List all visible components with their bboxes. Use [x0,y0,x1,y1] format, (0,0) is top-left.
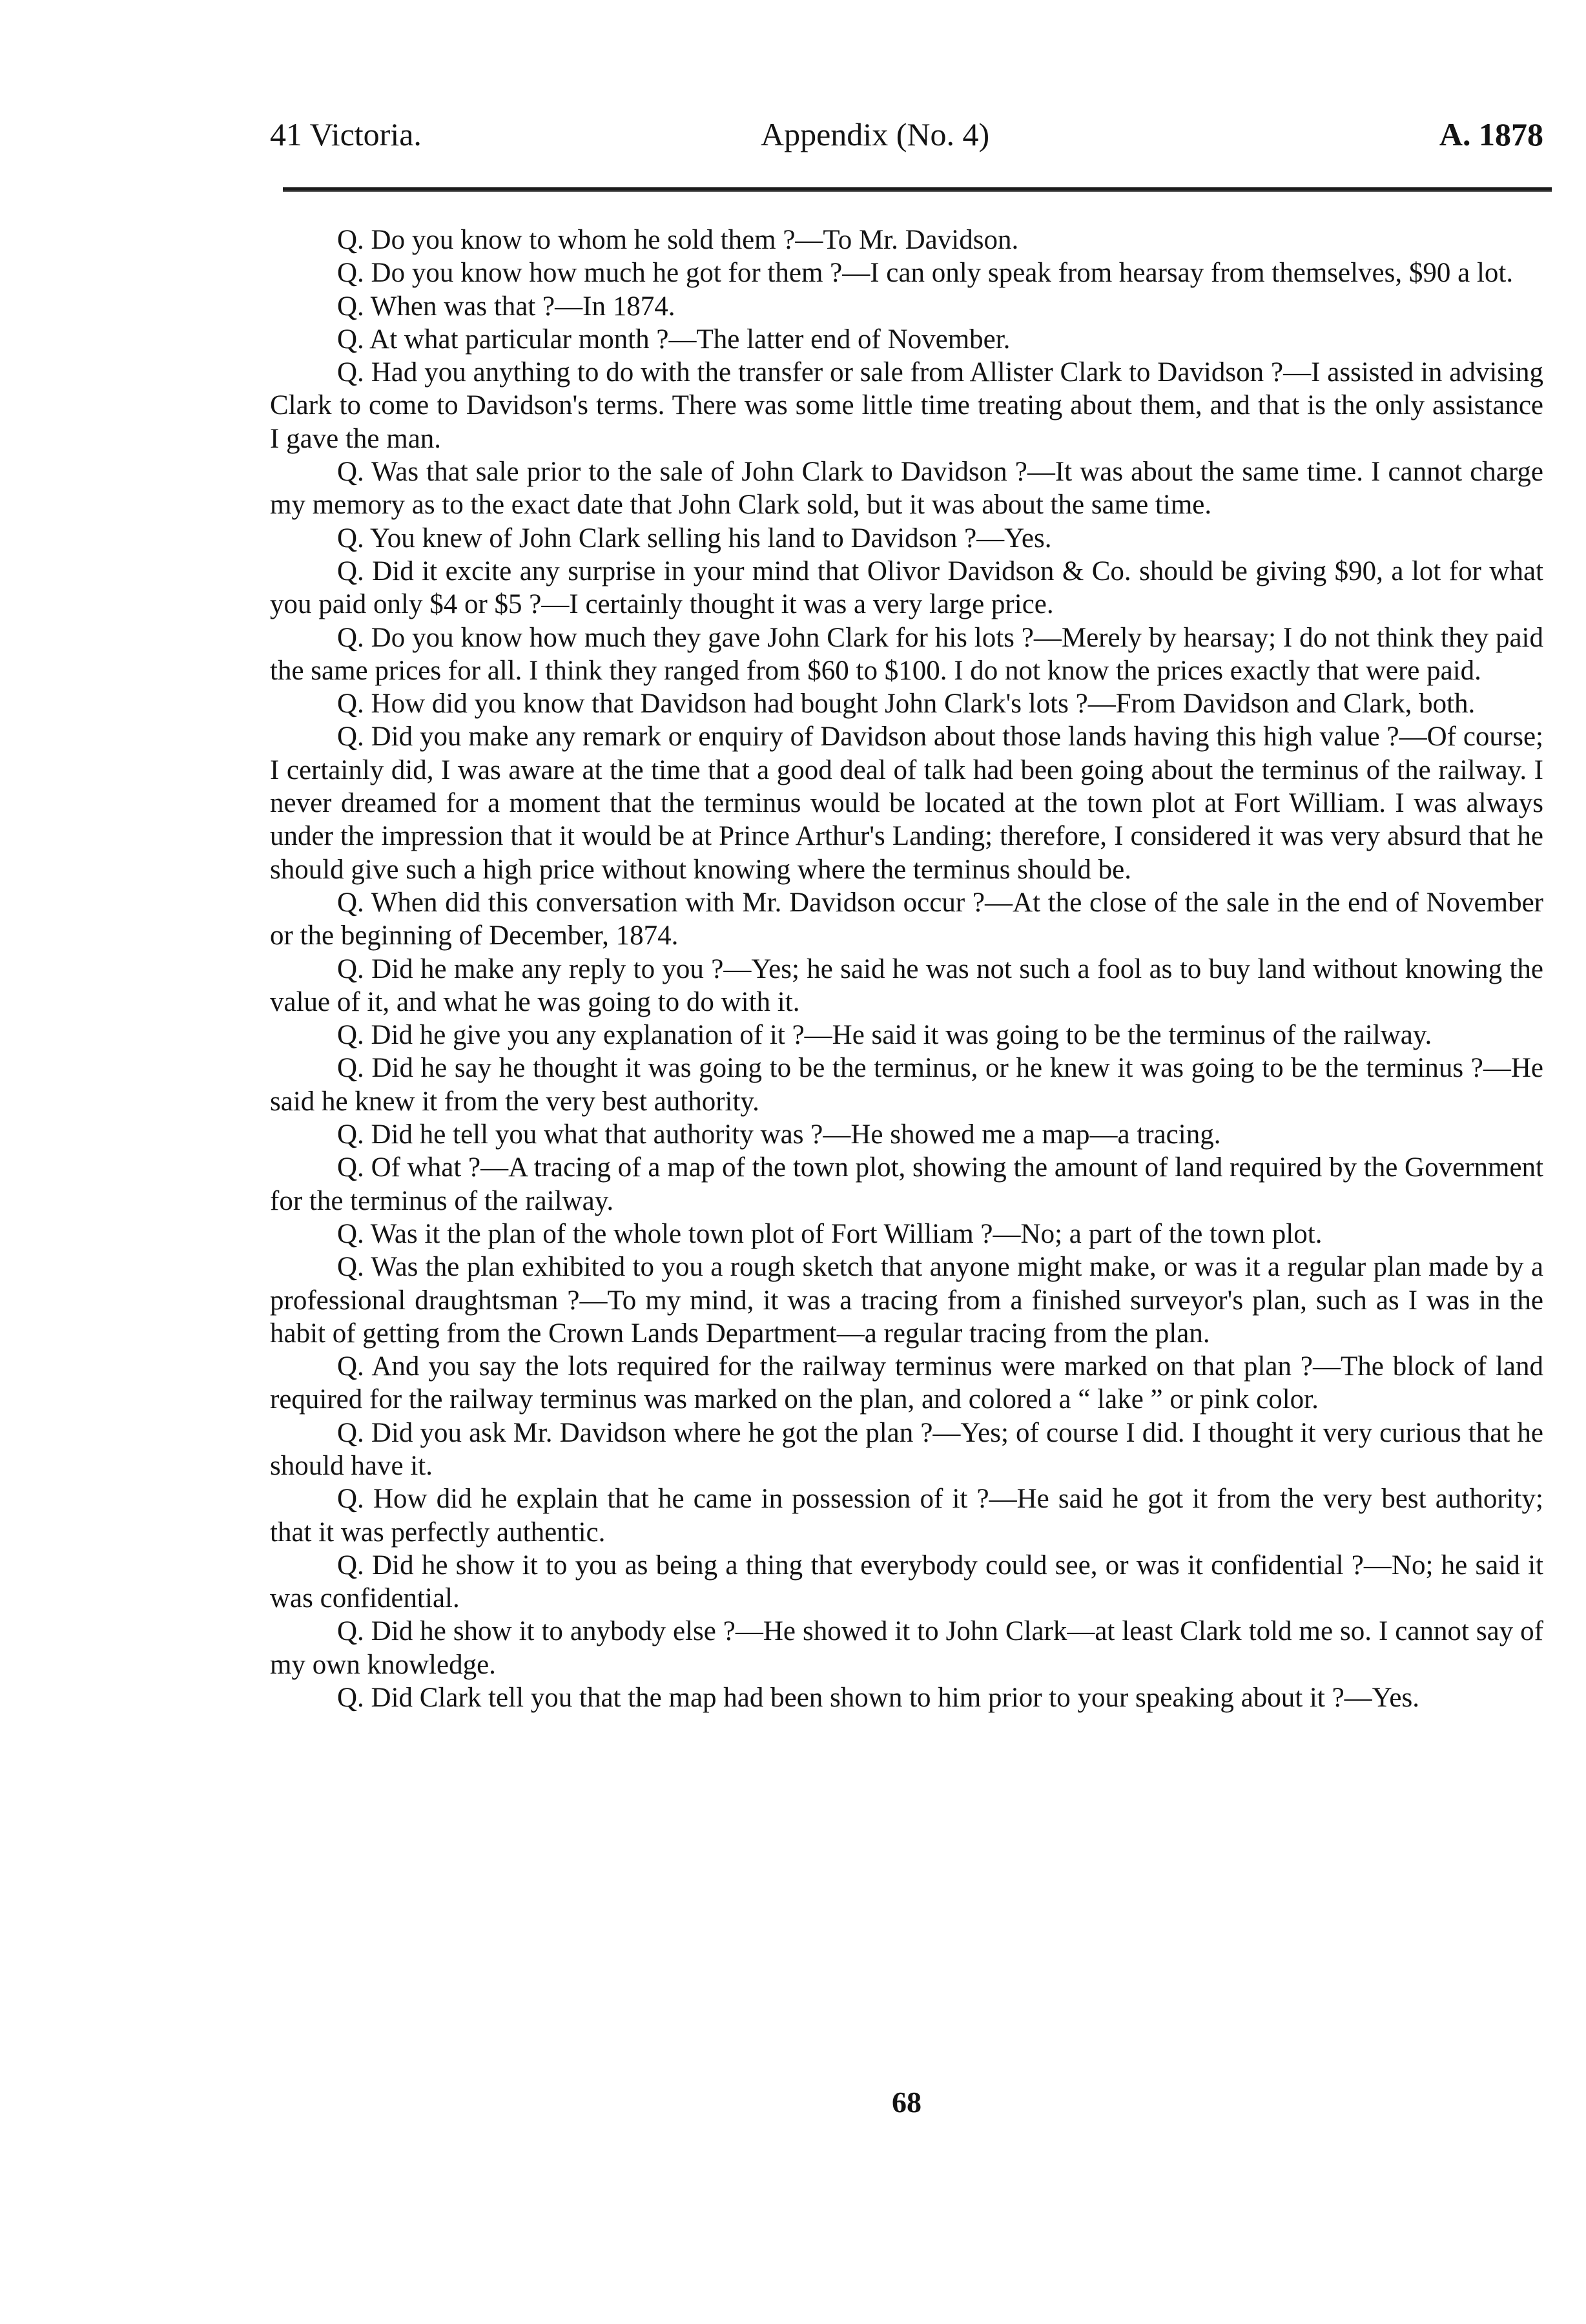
paragraph: Q. Had you anything to do with the transfer or sale from Allister Clark to Davidson ?—I assisted in advising Clark to come to Davidson's terms. There was some little time treating about them, and that is the only assistance I gave the man. [270,357,1543,454]
paragraph: Q. Was it the plan of the whole town plot of Fort William ?—No; a part of the town plot. [337,1218,1323,1249]
paragraph: Q. How did you know that Davidson had bought John Clark's lots ?—From Davidson and Clark, both. [337,689,1476,720]
paragraph: Q. Did he show it to you as being a thing that everybody could see, or was it confidential ?—No; he said it was confidential. [270,1550,1543,1614]
paragraph: Q. You knew of John Clark selling his land to Davidson ?—Yes. [337,523,1052,554]
paragraph: Q. When did this conversation with Mr. Davidson occur ?—At the close of the sale in the end of November or the beginning of December, 1874. [270,887,1543,951]
paragraph: Q. Did he give you any explanation of it ?—He said it was going to be the terminus of the railway. [337,1020,1432,1051]
paragraph: Q. Do you know how much he got for them ?—I can only speak from hearsay from themselves, $90 a lot. [337,258,1514,289]
testimony-body [270,223,1543,1714]
document-page [270,0,1543,2324]
paragraph: Q. Do you know to whom he sold them ?—To Mr. Davidson. [337,225,1019,255]
paragraph: Q. Did you make any remark or enquiry of Davidson about those lands having this high value ?—Of course; I certainly did, I was aware at the time that a good deal of talk had been going about the terminus of the railway. I never dreamed for a moment that the terminus would be located at the town plot at Fort William. I was always under the impression that it would be at Prince Arthur's Landing; therefore, I considered it was very absurd that he should give such a high price without knowing where the terminus should be. [270,721,1543,885]
paragraph: Q. Of what ?—A tracing of a map of the town plot, showing the amount of land required by the Government for the terminus of the railway. [270,1152,1543,1216]
header-rule [283,187,1552,192]
paragraph: Q. Was that sale prior to the sale of John Clark to Davidson ?—It was about the same time. I cannot charge my memory as to the exact date that John Clark sold, but it was about the same time. [270,457,1543,521]
paragraph: Q. And you say the lots required for the railway terminus were marked on that plan ?—The block of land required for the railway terminus was marked on the plan, and colored a “ lake ” or pink color. [270,1351,1543,1415]
paragraph: Q. Do you know how much they gave John Clark for his lots ?—Merely by hearsay; I do not think they paid the same prices for all. I think they ranged from $60 to $100. I do not know the prices exactly that were paid. [270,622,1543,686]
paragraph: Q. Was the plan exhibited to you a rough sketch that anyone might make, or was it a regular plan made by a professional draughtsman ?—To my mind, it was a tracing from a finished surveyor's plan, such as I was in the habit of getting from the Crown Lands Department—a regular tracing from the plan. [270,1252,1543,1349]
paragraph: Q. When was that ?—In 1874. [337,291,675,322]
paragraph: Q. Did he show it to anybody else ?—He showed it to John Clark—at least Clark told me so. I cannot say of my own knowledge. [270,1616,1543,1680]
running-header [270,109,1543,160]
paragraph: Q. Did he tell you what that authority was ?—He showed me a map—a tracing. [337,1119,1221,1150]
paragraph: Q. Did Clark tell you that the map had been shown to him prior to your speaking about it ?—Yes. [337,1683,1419,1714]
paragraph: Q. Did it excite any surprise in your mind that Olivor Davidson & Co. should be giving $90, a lot for what you paid only $4 or $5 ?—I certainly thought it was a very large price. [270,555,1543,620]
paragraph: Q. How did he explain that he came in possession of it ?—He said he got it from the very best authority; that it was perfectly authentic. [270,1484,1543,1548]
paragraph: Q. Did he say he thought it was going to be the terminus, or he knew it was going to be the terminus ?—He said he knew it from the very best authority. [270,1053,1543,1117]
header-year: A. 1878 [1439,116,1543,152]
paragraph: Q. Did he make any reply to you ?—Yes; he said he was not such a fool as to buy land without knowing the value of it, and what he was going to do with it. [270,953,1543,1017]
page-number: 68 [892,2086,922,2119]
header-volume: 41 Victoria. [270,116,422,152]
paragraph: Q. Did you ask Mr. Davidson where he got the plan ?—Yes; of course I did. I thought it very curious that he should have it. [270,1417,1543,1481]
paragraph: Q. At what particular month ?—The latter end of November. [337,324,1011,355]
header-appendix: Appendix (No. 4) [761,116,990,152]
